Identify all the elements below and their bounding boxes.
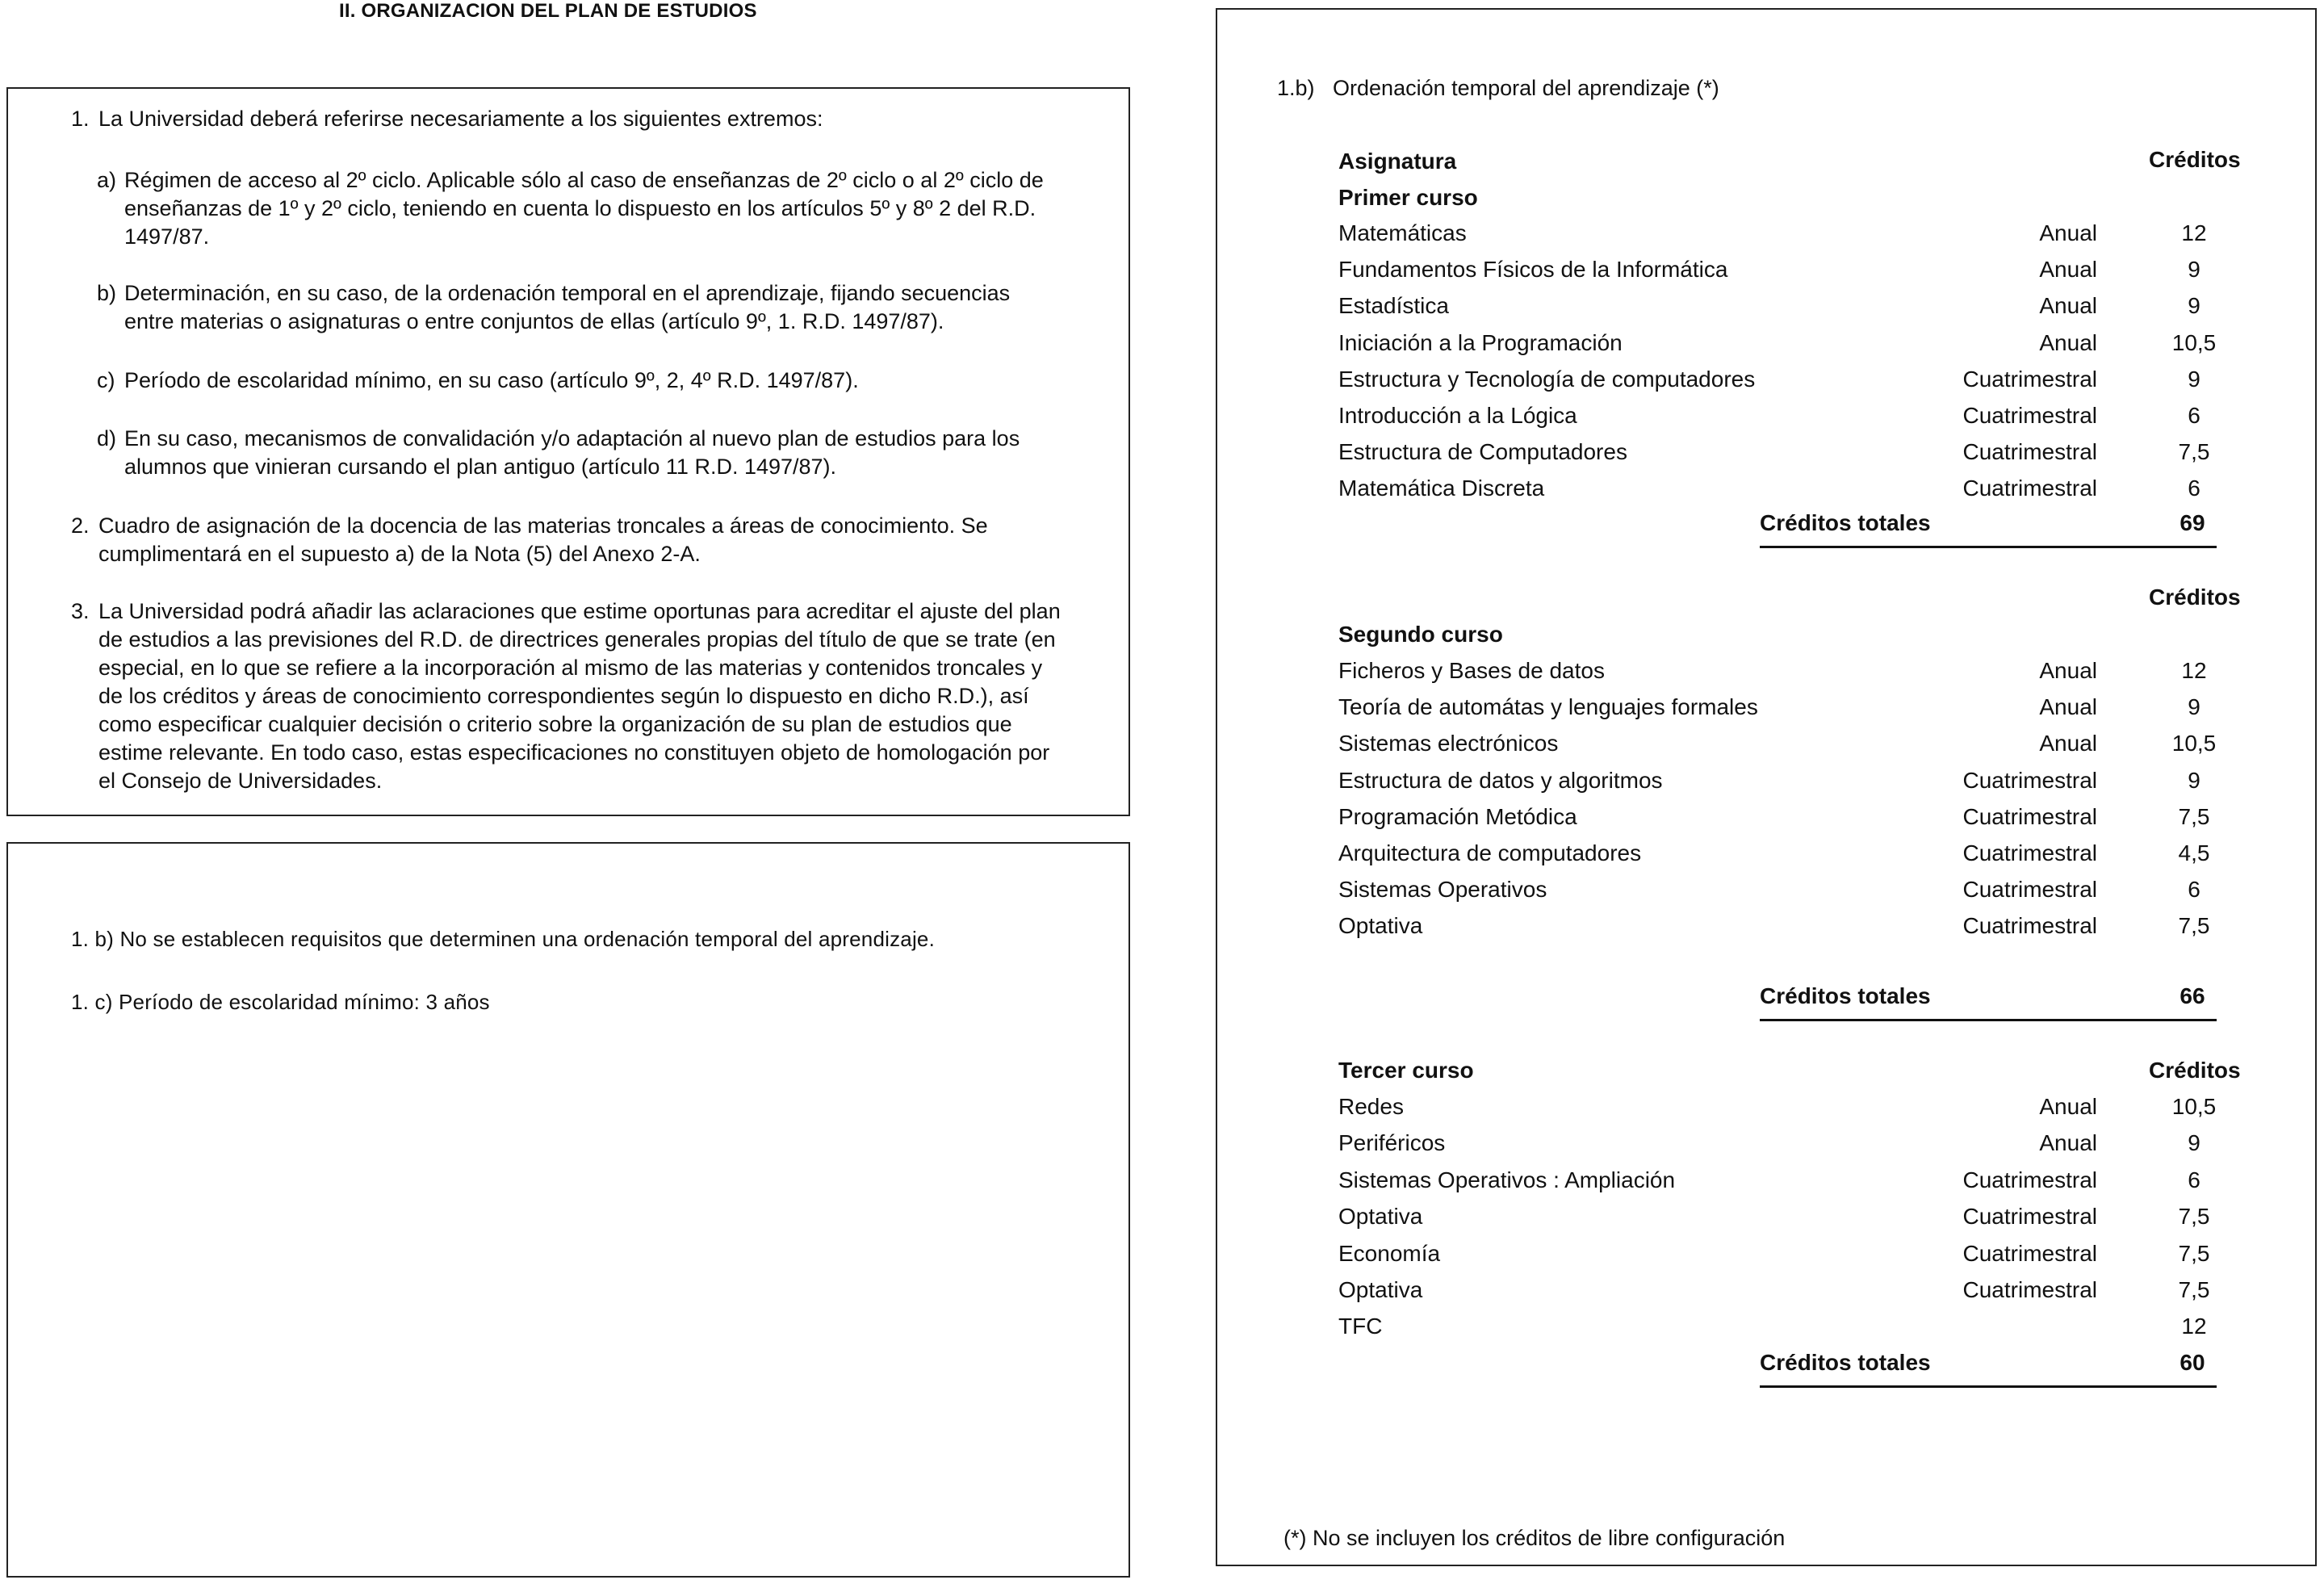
table-row [1338, 913, 2226, 945]
instruction-1-text: La Universidad deberá referirse necesariamente a los siguientes extremos: [98, 107, 823, 131]
table-row [1338, 1204, 2226, 1236]
table-row [1338, 658, 2226, 690]
credits-cell: 7,5 [2178, 803, 2210, 829]
credits-cell: 12 [2181, 220, 2207, 245]
creditos-header-1: Créditos [2149, 147, 2241, 172]
table-row [1338, 768, 2226, 800]
duration-cell: Cuatrimestral [1962, 1277, 2097, 1302]
instruction-3-label: 3. [71, 599, 90, 623]
instruction-b-text: Determinación, en su caso, de la ordenación temporal en el aprendizaje, fijando secuencias entre materias o asignaturas o entre conjuntos de ellas (artículo 9º, 1. R.D. 1497/87). [124, 281, 1011, 333]
duration-cell: Cuatrimestral [1962, 767, 2097, 793]
duration-cell: Cuatrimestral [1962, 403, 2097, 428]
credits-cell: 9 [2188, 366, 2200, 392]
credits-cell: 7,5 [2178, 1204, 2210, 1230]
subject-cell: Estructura de Computadores [1338, 439, 1627, 465]
note-ordenacion: 1. b) No se establecen requisitos que determinen una ordenación temporal del aprendizaje. [71, 927, 936, 951]
table-row [1338, 293, 2226, 325]
instruction-b-label: b) [97, 281, 117, 305]
subject-cell: Arquitectura de computadores [1338, 840, 1642, 865]
subject-cell: Programación Metódica [1338, 803, 1577, 829]
credits-cell: 10,5 [2171, 731, 2217, 756]
subject-cell: Redes [1338, 1094, 1404, 1119]
subject-cell: Economía [1338, 1240, 1441, 1266]
duration-cell: Cuatrimestral [1962, 913, 2097, 939]
table-row [1338, 220, 2226, 253]
duration-cell: Anual [2039, 329, 2097, 355]
primer-curso-total [1760, 510, 2217, 548]
subject-cell: Optativa [1338, 913, 1423, 939]
footnote: (*) No se incluyen los créditos de libre configuración [1283, 1526, 1786, 1550]
subject-cell: Iniciación a la Programación [1338, 329, 1623, 355]
duration-cell: Anual [2039, 731, 2097, 756]
instruction-d-label: d) [97, 426, 117, 450]
subject-cell: Introducción a la Lógica [1338, 403, 1577, 428]
subject-cell: Ficheros y Bases de datos [1338, 658, 1605, 683]
duration-cell: Anual [2039, 694, 2097, 720]
instruction-d [97, 425, 1066, 481]
duration-cell: Anual [2039, 257, 2097, 283]
study-plan-heading: 1.b) Ordenación temporal del aprendizaje (*) [1277, 76, 1719, 100]
credits-cell: 10,5 [2171, 329, 2217, 355]
subject-cell: Periféricos [1338, 1130, 1446, 1156]
duration-cell: Cuatrimestral [1962, 840, 2097, 865]
table-row [1338, 840, 2226, 873]
duration-cell: Anual [2039, 658, 2097, 683]
credits-cell: 6 [2188, 476, 2200, 501]
total-label: Créditos totales [1760, 510, 1931, 535]
tercer-curso-title: Tercer curso [1338, 1058, 1474, 1083]
subject-cell: Fundamentos Físicos de la Informática [1338, 257, 1728, 283]
instruction-2 [71, 512, 1072, 568]
table-row [1338, 476, 2226, 508]
subject-cell: Estadística [1338, 293, 1449, 319]
subject-cell: Teoría de automátas y lenguajes formales [1338, 694, 1758, 720]
creditos-header-3: Créditos [2149, 1058, 2241, 1083]
instruction-1-label: 1. [71, 107, 90, 131]
creditos-header-2: Créditos [2149, 585, 2241, 610]
table-row [1338, 1094, 2226, 1126]
instruction-2-text: Cuadro de asignación de la docencia de las materias troncales a áreas de conocimiento. Se cumplimentará en el supuesto a) de la Nota (5) del Anexo 2-A. [98, 513, 988, 566]
duration-cell: Cuatrimestral [1962, 803, 2097, 829]
primer-curso-title: Primer curso [1338, 185, 1478, 210]
table-row [1338, 439, 2226, 471]
duration-cell: Cuatrimestral [1962, 439, 2097, 465]
subject-cell: Matemáticas [1338, 220, 1467, 245]
total-label: Créditos totales [1760, 983, 1931, 1008]
subject-cell: Estructura y Tecnología de computadores [1338, 366, 1756, 392]
instruction-3-text: La Universidad podrá añadir las aclaraciones que estime oportunas para acreditar el ajuste del plan de estudios a las previsiones del R.D. de directrices generales propias del título de que se trate (en especial, en lo que se refiere a la incorporación al mismo de las materias y contenidos troncales y de los créditos y áreas de conocimiento correspondientes según lo dispuesto en dicho R.D.), así como especificar cualquier decisión o criterio sobre la organización de su plan de estudios que estime relevante. En todo caso, estas especificaciones no constituyen objeto de homologación por el Consejo de Universidades. [98, 599, 1061, 793]
table-row [1338, 804, 2226, 836]
total-value: 60 [2180, 1350, 2205, 1375]
table-row [1338, 731, 2226, 763]
credits-cell: 7,5 [2178, 439, 2210, 465]
credits-cell: 9 [2188, 767, 2200, 793]
credits-cell: 6 [2188, 403, 2200, 428]
instruction-a [97, 166, 1066, 251]
total-label: Créditos totales [1760, 1350, 1931, 1375]
instruction-b [97, 279, 1066, 336]
notes-box [6, 842, 1130, 1578]
table-row [1338, 257, 2226, 289]
duration-cell: Cuatrimestral [1962, 877, 2097, 903]
subject-cell: Estructura de datos y algoritmos [1338, 767, 1663, 793]
instruction-d-text: En su caso, mecanismos de convalidación y/o adaptación al nuevo plan de estudios para los alumnos que vinieran cursando el plan antiguo (artículo 11 R.D. 1497/87). [124, 426, 1020, 479]
page-title: II. ORGANIZACION DEL PLAN DE ESTUDIOS [339, 0, 757, 22]
instruction-c-text: Período de escolaridad mínimo, en su caso (artículo 9º, 2, 4º R.D. 1497/87). [124, 368, 859, 392]
duration-cell: Anual [2039, 293, 2097, 319]
table-row [1338, 694, 2226, 727]
duration-cell: Anual [2039, 1094, 2097, 1119]
table-row [1338, 1277, 2226, 1310]
instruction-a-text: Régimen de acceso al 2º ciclo. Aplicable sólo al caso de enseñanzas de 2º ciclo o al 2º ciclo de enseñanzas de 1º y 2º ciclo, teniendo en cuenta lo dispuesto en los artículos 5º y 8º 2 del R.D. 1497/87. [124, 168, 1044, 249]
credits-cell: 7,5 [2178, 1277, 2210, 1302]
table-row [1338, 1241, 2226, 1273]
subject-cell: Sistemas Operativos : Ampliación [1338, 1167, 1676, 1192]
segundo-curso-title: Segundo curso [1338, 622, 1503, 647]
table-row [1338, 403, 2226, 435]
segundo-curso-total [1760, 983, 2217, 1021]
credits-cell: 9 [2188, 694, 2200, 720]
instruction-1 [71, 105, 1088, 133]
duration-cell: Cuatrimestral [1962, 366, 2097, 392]
tercer-curso-total [1760, 1350, 2217, 1388]
credits-cell: 6 [2188, 877, 2200, 903]
credits-cell: 9 [2188, 1130, 2200, 1156]
table-row [1338, 1167, 2226, 1200]
instruction-c [97, 367, 1066, 395]
instruction-c-label: c) [97, 368, 115, 392]
duration-cell: Cuatrimestral [1962, 1240, 2097, 1266]
credits-cell: 6 [2188, 1167, 2200, 1192]
credits-cell: 7,5 [2178, 1240, 2210, 1266]
table-row [1338, 1130, 2226, 1163]
subject-cell: Optativa [1338, 1204, 1423, 1230]
table-row [1338, 877, 2226, 909]
instruction-a-label: a) [97, 168, 117, 192]
duration-cell: Anual [2039, 1130, 2097, 1156]
subject-cell: TFC [1338, 1314, 1383, 1339]
duration-cell: Cuatrimestral [1962, 476, 2097, 501]
table-row [1338, 330, 2226, 362]
credits-cell: 9 [2188, 257, 2200, 283]
credits-cell: 9 [2188, 293, 2200, 319]
credits-cell: 7,5 [2178, 913, 2210, 939]
subject-cell: Optativa [1338, 1277, 1423, 1302]
instruction-2-label: 2. [71, 513, 90, 538]
asignatura-header: Asignatura [1338, 149, 1457, 174]
subject-cell: Sistemas electrónicos [1338, 731, 1559, 756]
instruction-3 [71, 597, 1066, 795]
duration-cell: Cuatrimestral [1962, 1167, 2097, 1192]
table-row [1338, 367, 2226, 399]
credits-cell: 12 [2181, 1314, 2207, 1339]
credits-cell: 12 [2181, 658, 2207, 683]
table-row [1338, 1314, 2226, 1346]
total-value: 69 [2180, 510, 2205, 535]
total-value: 66 [2180, 983, 2205, 1008]
note-escolaridad: 1. c) Período de escolaridad mínimo: 3 años [71, 990, 490, 1014]
credits-cell: 10,5 [2171, 1094, 2217, 1119]
duration-cell: Cuatrimestral [1962, 1204, 2097, 1230]
duration-cell: Anual [2039, 220, 2097, 245]
subject-cell: Sistemas Operativos [1338, 877, 1547, 903]
credits-cell: 4,5 [2178, 840, 2210, 865]
subject-cell: Matemática Discreta [1338, 476, 1545, 501]
